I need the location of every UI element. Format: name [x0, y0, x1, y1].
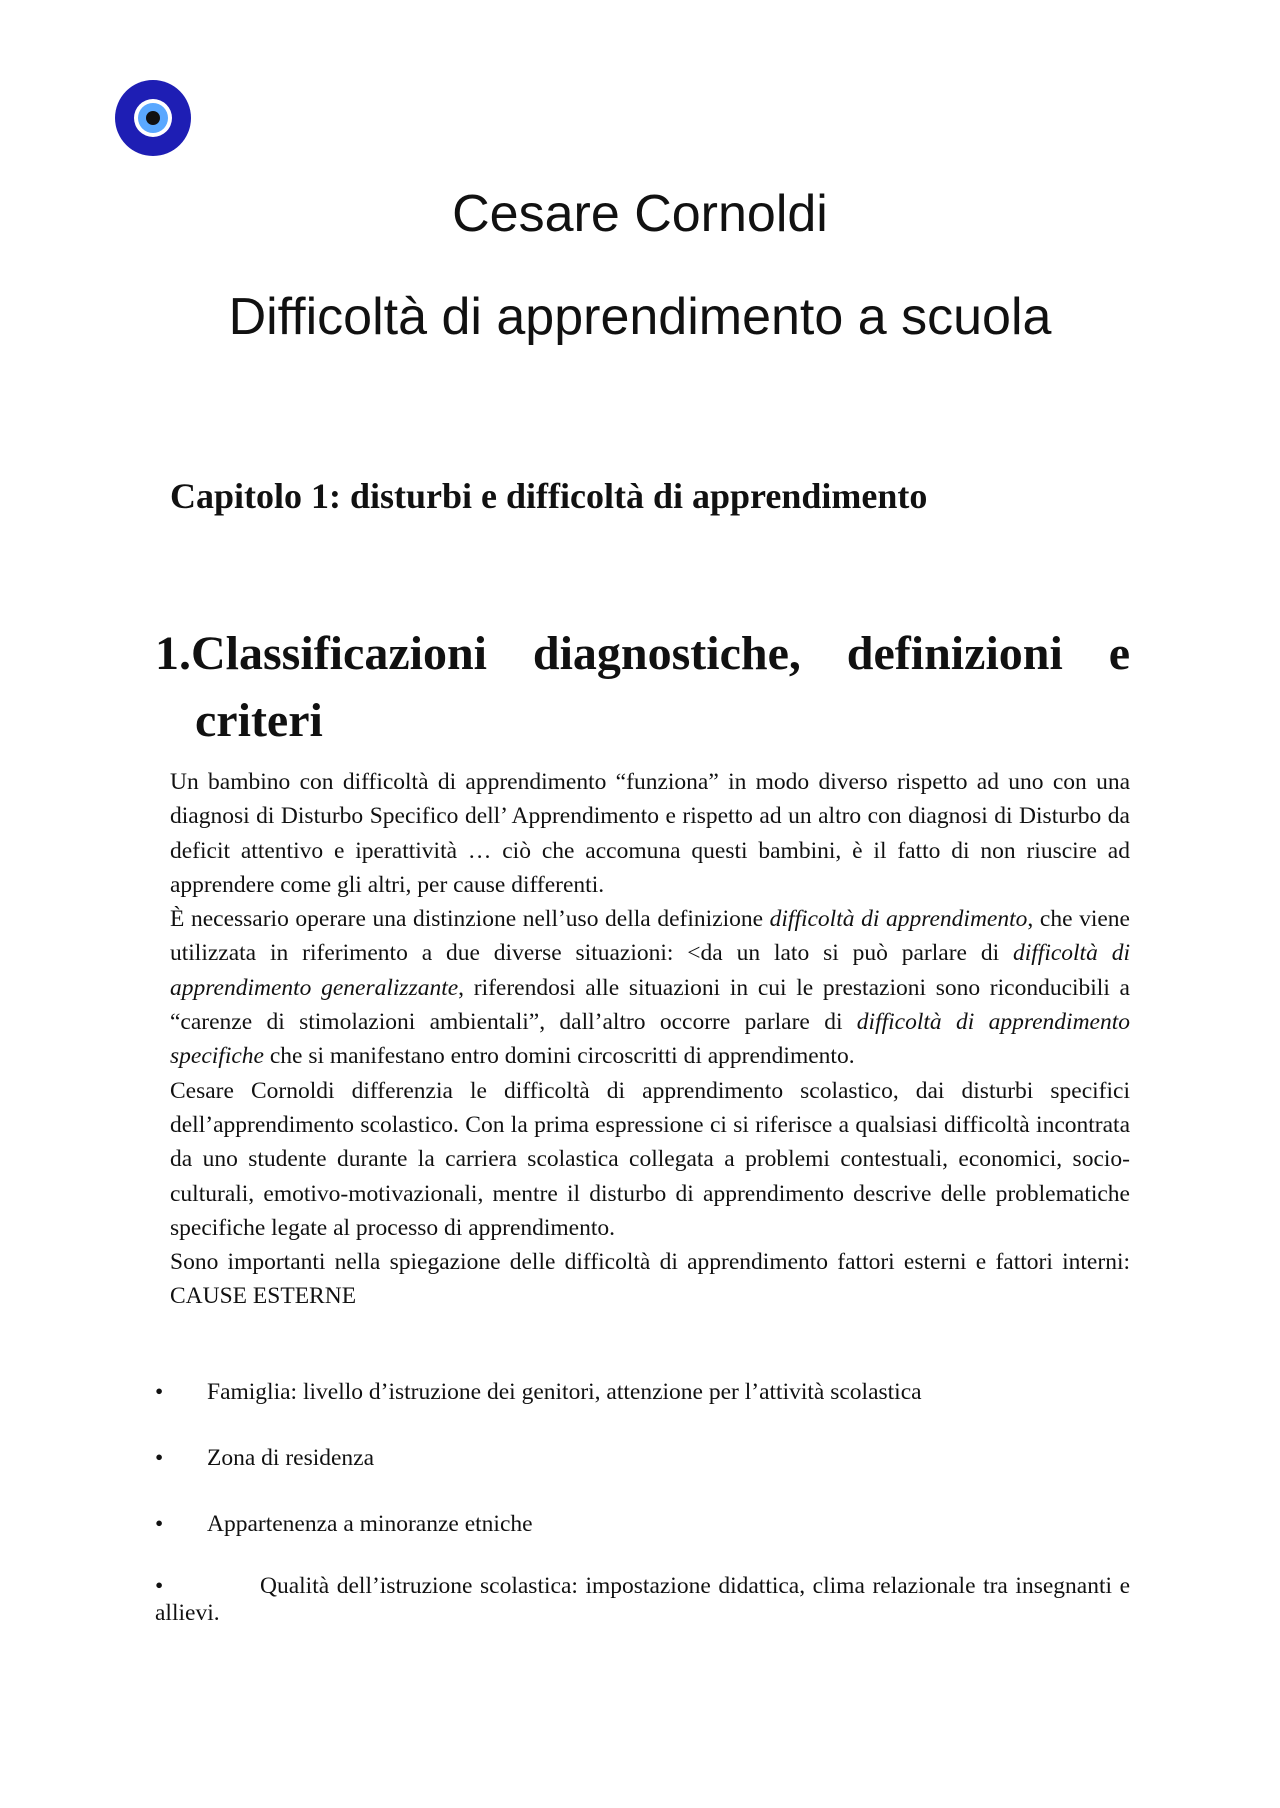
section-title-last-word: criteri	[195, 694, 323, 747]
section-title-word: diagnostiche,	[532, 627, 801, 680]
paragraph-distinction: È necessario operare una distinzione nell’uso della definizione difficoltà di apprendimento, che viene utilizzata in riferimento a due diverse situazioni: <da un lato si può parlare di difficoltà di apprendimento generalizzante, riferendosi alle situazioni in cui le prestazioni sono riconducibili a “carenze di stimolazioni ambientali”, dall’altro occorre parlare di difficoltà di apprendimento specifiche che si manifestano entro domini circoscritti di apprendimento.	[170, 906, 1130, 1070]
bullet-marker: •	[155, 1511, 164, 1537]
section-title-first-word: 1.Classificazioni	[155, 627, 487, 680]
evil-eye-icon	[114, 79, 192, 157]
body-text	[170, 765, 1130, 1314]
italic-term: difficoltà di apprendimento generalizzante	[170, 940, 1130, 1001]
bullet-marker: •	[155, 1573, 164, 1599]
bullet-marker: •	[155, 1379, 164, 1405]
italic-term: difficoltà di apprendimento	[769, 906, 1028, 933]
section-heading	[155, 620, 1130, 754]
list-item: • Zona di residenza	[155, 1441, 1130, 1475]
section-number: 1.	[155, 627, 191, 680]
chapter-title: Capitolo 1: disturbi e difficoltà di apprendimento	[170, 476, 928, 516]
section-title-word: e	[1108, 627, 1130, 680]
paragraph-causes: Sono importanti nella spiegazione delle difficoltà di apprendimento fattori esterni e fattori interni: CAUSE ESTERNE	[170, 1249, 1130, 1310]
book-title: Difficoltà di apprendimento a scuola	[228, 288, 1052, 346]
bullet-marker: •	[155, 1445, 164, 1471]
list-item: • Qualità dell’istruzione scolastica: impostazione didattica, clima relazionale tra insegnanti e allievi.	[155, 1573, 1130, 1626]
list-item: • Famiglia: livello d’istruzione dei genitori, attenzione per l’attività scolastica	[155, 1375, 1130, 1409]
italic-term: difficoltà di apprendimento specifiche	[170, 1009, 1130, 1070]
paragraph-cornoldi: Cesare Cornoldi differenzia le difficoltà di apprendimento scolastico, dai disturbi specifici dell’apprendimento scolastico. Con la prima espressione ci si riferisce a qualsiasi difficoltà incontrata da uno studente durante la carriera scolastica collegata a problemi contestuali, economici, socio-culturali, emotivo-motivazionali, mentre il disturbo di apprendimento descrive delle problematiche specifiche legate al processo di apprendimento.	[170, 1077, 1130, 1241]
paragraph-intro: Un bambino con difficoltà di apprendimento “funziona” in modo diverso rispetto ad uno con una diagnosi di Disturbo Specifico dell’ Apprendimento e rispetto ad un altro con diagnosi di Disturbo da deficit attentivo e iperattività … ciò che accomuna questi bambini, è il fatto di non riuscire ad apprendere come gli altri, per cause differenti.	[170, 769, 1130, 898]
list-item: • Appartenenza a minoranze etniche	[155, 1507, 1130, 1541]
external-causes-list	[155, 1375, 1130, 1659]
author-name: Cesare Cornoldi	[452, 185, 828, 243]
section-title-word: definizioni	[846, 627, 1063, 680]
